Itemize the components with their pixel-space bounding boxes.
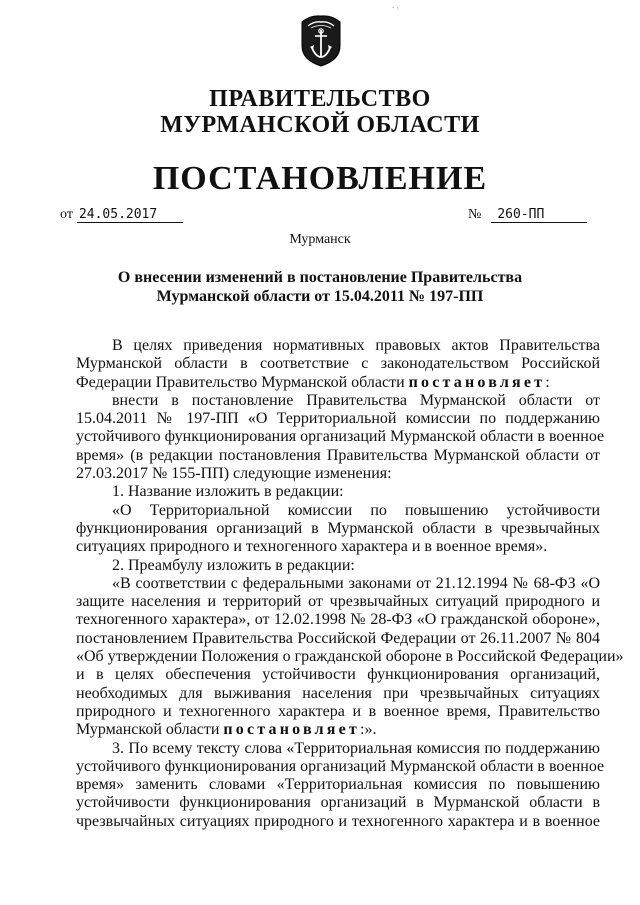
city: Мурманск — [289, 232, 351, 247]
document-title-line1: О внесении изменений в постановление Правительства — [117, 269, 523, 286]
body-line: постановлением Правительства Российской Федерации от 26.11.2007 № 804 — [76, 629, 600, 647]
body-text: : — [545, 373, 550, 391]
government-name-line2: МУРМАНСКОЙ ОБЛАСТИ — [160, 112, 480, 138]
body-line: устойчивого функционирования организаций Мурманской области в военное — [76, 757, 605, 775]
body-line: время» (в редакции постановления Правительства Мурманской области от — [76, 446, 600, 464]
body-line: техногенного характера», от 12.02.1998 № 28-ФЗ «О гражданской обороне», — [76, 611, 600, 629]
scan-mark: . , — [392, 0, 399, 10]
body-line: устойчивого функционирования организаций Мурманской области в военное — [76, 428, 605, 446]
body-line — [76, 374, 600, 392]
body-text: Федерации Правительство Мурманской области — [76, 373, 409, 391]
document-body — [76, 337, 624, 831]
body-line: ситуациях природного и техногенного характера и в военное время». — [76, 538, 548, 556]
body-text: :». — [360, 721, 377, 739]
body-line: Мурманской области в соответствие с законодательством Российской — [76, 355, 600, 373]
document-type: ПОСТАНОВЛЕНИЕ — [152, 160, 488, 197]
body-line: 27.03.2017 № 155-ПП) следующие изменения: — [76, 465, 392, 483]
body-line: чрезвычайных ситуациях природного и техногенного характера и в военное — [76, 812, 600, 830]
body-line: «В соответствии с федеральными законами от 21.12.1994 № 68-ФЗ «О — [112, 574, 600, 592]
body-line: 15.04.2011 № 197-ПП «О Территориальной комиссии по поддержанию — [76, 410, 600, 428]
number-prefix: № — [468, 207, 482, 222]
body-line: и в целях обеспечения устойчивости функционирования организаций, — [76, 666, 600, 684]
body-line: устойчивости функционирования организаций в Мурманской области в — [76, 794, 600, 812]
body-line: 3. По всему тексту слова «Территориальная комиссия по поддержанию — [112, 739, 600, 757]
body-line: внести в постановление Правительства Мурманской области от — [112, 391, 600, 409]
date-line — [60, 207, 183, 223]
body-line: время» заменить словами «Территориальная комиссия по повышению — [76, 776, 600, 794]
body-line: 1. Название изложить в редакции: — [112, 483, 344, 501]
body-line: защите населения и территорий от чрезвычайных ситуаций природного и — [76, 593, 600, 611]
emphasis-text: постановляет — [223, 721, 360, 739]
government-name-line1: ПРАВИТЕЛЬСТВО — [209, 86, 431, 112]
body-line: «О Территориальной комиссии по повышению устойчивости — [112, 501, 600, 519]
body-line: природного и техногенного характера и в военное время, Правительство — [76, 702, 600, 720]
number-line — [468, 207, 587, 223]
document-title-line2: Мурманской области от 15.04.2011 № 197-ПП — [156, 288, 484, 305]
emphasis-text: постановляет — [408, 373, 546, 391]
body-line — [76, 721, 600, 739]
date-prefix: от — [60, 207, 73, 222]
document-number: 260-ПП — [491, 207, 587, 223]
body-line: функционирования организаций в Мурманской области в чрезвычайных — [76, 519, 600, 537]
body-text: Мурманской области — [76, 721, 224, 739]
body-line: 2. Преамбулу изложить в редакции: — [112, 556, 355, 574]
body-line: В целях приведения нормативных правовых актов Правительства — [112, 337, 600, 354]
body-line: «Об утверждении Положения о гражданской обороне в Российской Федерации» — [76, 648, 624, 666]
body-line: необходимых для выживания населения при чрезвычайных ситуациях — [76, 684, 600, 702]
document-date: 24.05.2017 — [77, 207, 183, 223]
coat-of-arms-icon — [300, 14, 342, 68]
